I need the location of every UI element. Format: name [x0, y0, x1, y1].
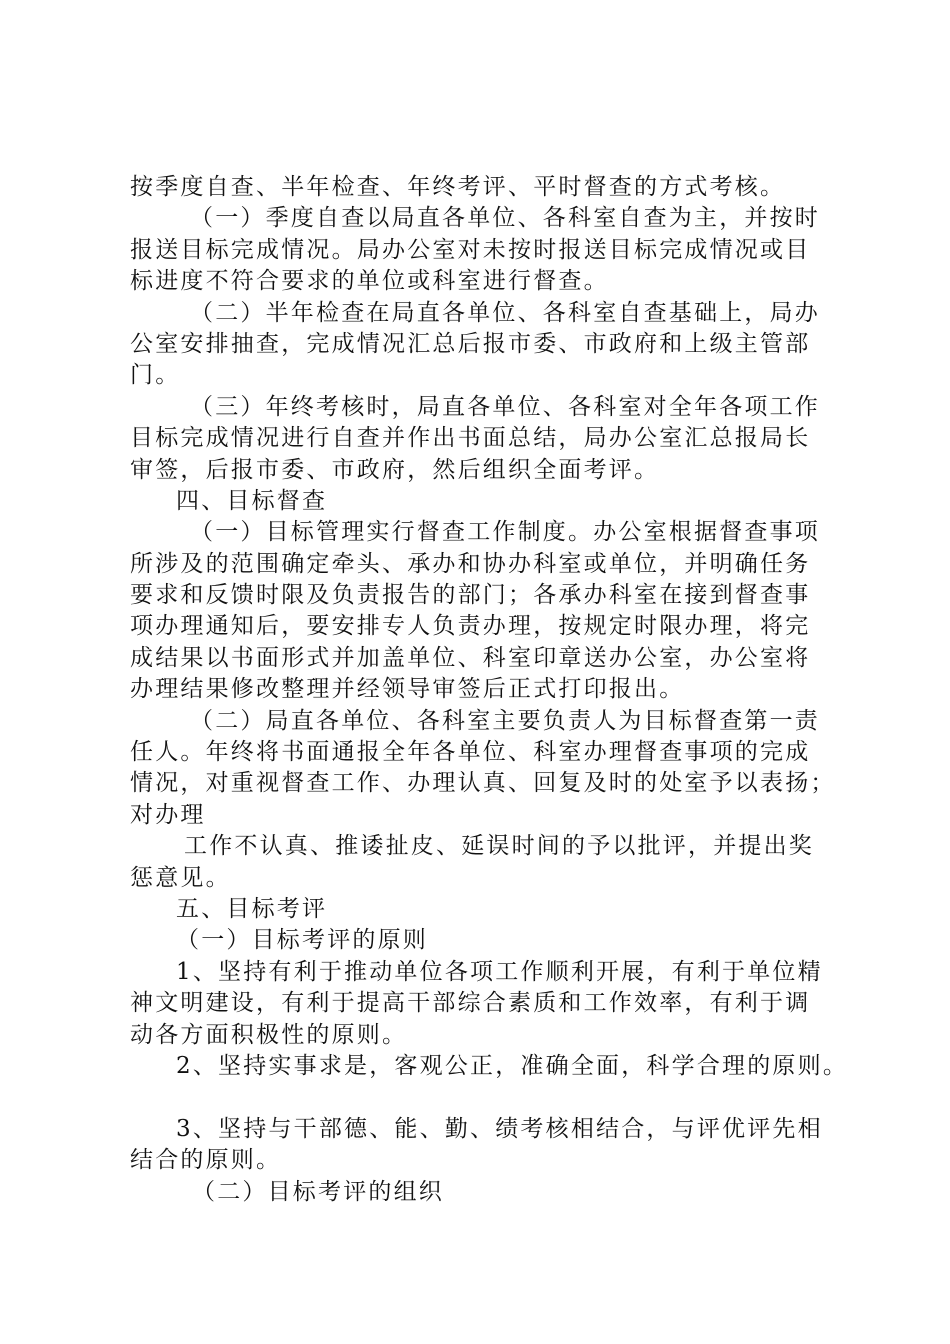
paragraph-line: （三）年终考核时，局直各单位、各科室对全年各项工作	[190, 393, 820, 420]
paragraph-line: 项办理通知后，要安排专人负责办理，按规定时限办理，将完	[130, 613, 811, 640]
subsection-heading: （二）目标考评的组织	[192, 1178, 444, 1205]
paragraph-line: 要求和反馈时限及负责报告的部门；各承办科室在接到督查事	[130, 582, 811, 609]
blank-line	[130, 1082, 840, 1113]
paragraph-line: 公室安排抽查，完成情况汇总后报市委、市政府和上级主管部	[130, 330, 811, 357]
paragraph-line: 目标完成情况进行自查并作出书面总结，局办公室汇总报局长	[130, 425, 811, 452]
paragraph-line: 标进度不符合要求的单位或科室进行督查。	[130, 268, 609, 295]
paragraph-line: 1、坚持有利于推动单位各项工作顺利开展，有利于单位精	[176, 958, 823, 985]
paragraph-line: 审签，后报市委、市政府，然后组织全面考评。	[130, 456, 660, 483]
paragraph-line: 任人。年终将书面通报全年各单位、科室办理督查事项的完成	[130, 739, 811, 766]
section-heading: 四、目标督查	[176, 487, 328, 514]
paragraph-line: 情况，对重视督查工作、办理认真、回复及时的处室予以表扬；	[130, 770, 836, 797]
paragraph-line: 2、坚持实事求是，客观公正，准确全面，科学合理的原则。	[176, 1052, 849, 1079]
paragraph-line: 3、坚持与干部德、能、勤、绩考核相结合，与评优评先相	[176, 1115, 823, 1142]
paragraph-line: 门。	[130, 362, 181, 389]
paragraph-line: 神文明建设，有利于提高干部综合素质和工作效率，有利于调	[130, 990, 811, 1017]
paragraph-line: （二）半年检查在局直各单位、各科室自查基础上，局办	[190, 299, 820, 326]
paragraph-line: （一）季度自查以局直各单位、各科室自查为主，并按时	[190, 205, 820, 232]
paragraph-line: 办理结果修改整理并经领导审签后正式打印报出。	[130, 676, 685, 703]
paragraph-line: 按季度自查、半年检查、年终考评、平时督查的方式考核。	[130, 174, 786, 200]
paragraph-line: 结合的原则。	[130, 1147, 282, 1174]
paragraph-line: 报送目标完成情况。局办公室对未按时报送目标完成情况或目	[130, 236, 811, 263]
document-body	[130, 172, 849, 1208]
paragraph-line: 惩意见。	[130, 864, 231, 891]
paragraph-line: 对办理	[130, 801, 206, 828]
paragraph-line: （一）目标管理实行督查工作制度。办公室根据督查事项	[190, 519, 820, 546]
paragraph-line: 成结果以书面形式并加盖单位、科室印章送办公室，办公室将	[130, 644, 811, 671]
paragraph-line: 所涉及的范围确定牵头、承办和协办科室或单位，并明确任务	[130, 550, 811, 577]
subsection-heading: （一）目标考评的原则	[176, 927, 428, 954]
section-heading: 五、目标考评	[176, 895, 328, 922]
paragraph-line: （二）局直各单位、各科室主要负责人为目标督查第一责	[190, 707, 820, 734]
paragraph-line: 工作不认真、推诿扯皮、延误时间的予以批评，并提出奖	[184, 833, 814, 860]
paragraph-line: 动各方面积极性的原则。	[130, 1021, 408, 1048]
